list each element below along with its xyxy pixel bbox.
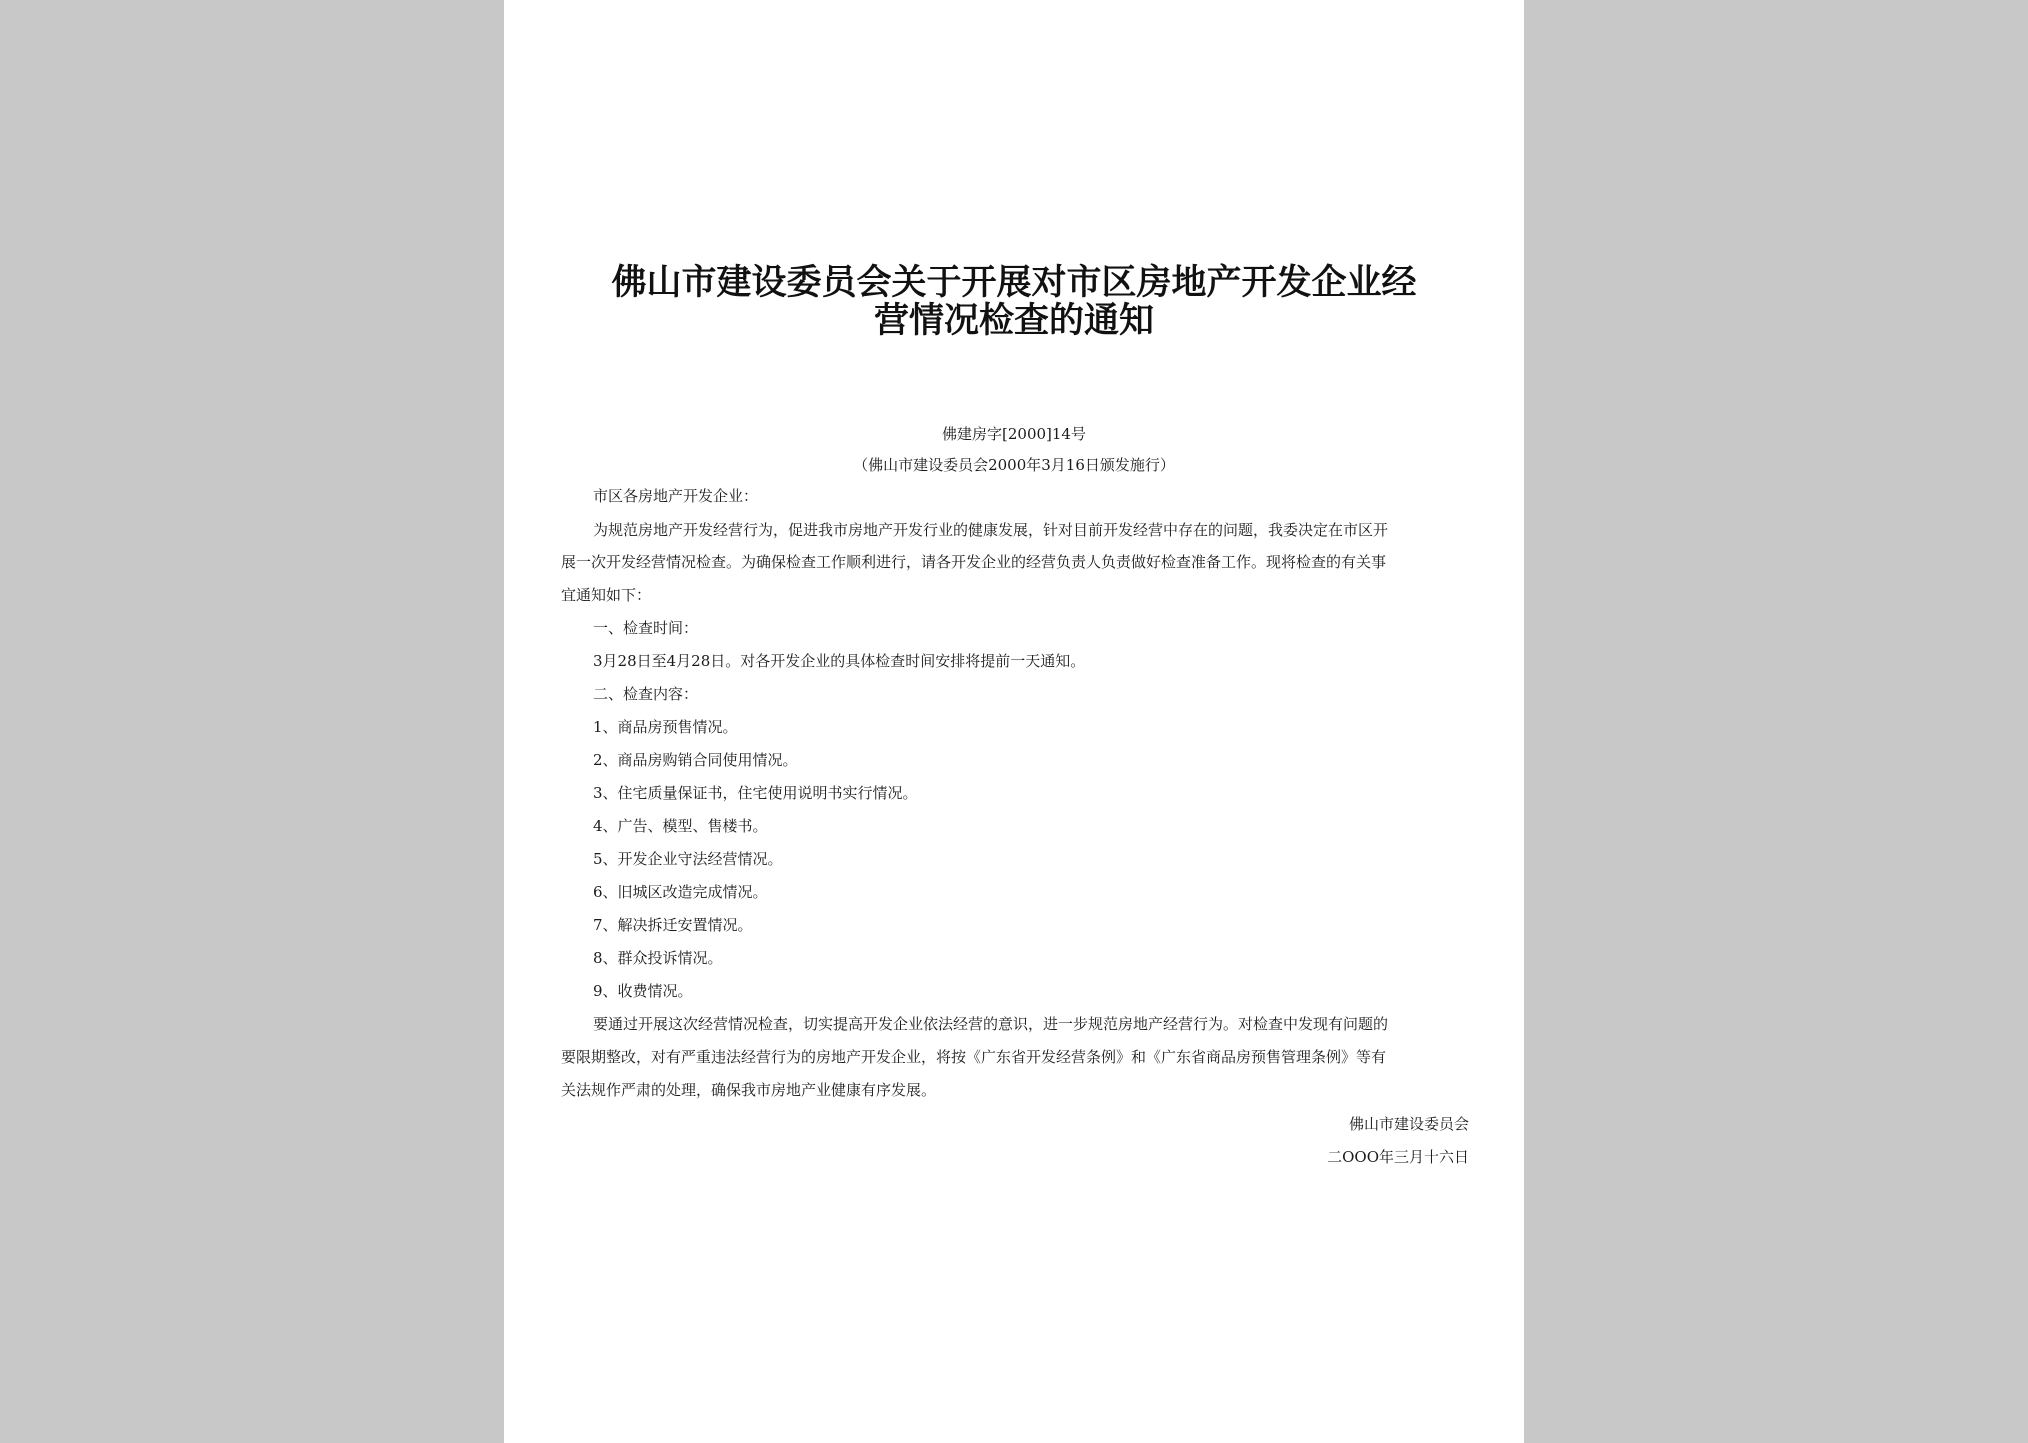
- document-date: 二OOO年三月十六日: [1327, 1148, 1469, 1166]
- document-title-line-1: 佛山市建设委员会关于开展对市区房地产开发企业经: [611, 263, 1417, 303]
- list-item: 2、商品房购销合同使用情况。: [593, 751, 798, 769]
- section-1-heading: 一、检查时间：: [593, 619, 699, 637]
- intro-line-1: 为规范房地产开发经营行为，促进我市房地产开发行业的健康发展，针对目前开发经营中存在的问题，我委决定在市区开: [593, 521, 1389, 539]
- list-item: 3、住宅质量保证书，住宅使用说明书实行情况。: [593, 784, 918, 802]
- closing-line-2: 要限期整改，对有严重违法经营行为的房地产开发企业，将按《广东省开发经营条例》和《广东省商品房预售管理条例》等有: [561, 1048, 1387, 1066]
- closing-line-3: 关法规作严肃的处理，确保我市房地产业健康有序发展。: [561, 1081, 937, 1099]
- list-item: 8、群众投诉情况。: [593, 949, 723, 967]
- intro-line-3: 宜通知如下：: [561, 586, 652, 604]
- list-item: 6、旧城区改造完成情况。: [593, 883, 768, 901]
- intro-line-2: 展一次开发经营情况检查。为确保检查工作顺利进行，请各开发企业的经营负责人负责做好检查准备工作。现将检查的有关事: [561, 553, 1387, 571]
- section-2-heading: 二、检查内容：: [593, 685, 699, 703]
- list-item: 7、解决拆迁安置情况。: [593, 916, 753, 934]
- salutation: 市区各房地产开发企业：: [593, 487, 759, 505]
- list-item: 9、收费情况。: [593, 982, 693, 1000]
- list-item: 1、商品房预售情况。: [593, 718, 738, 736]
- document-title-line-2: 营情况检查的通知: [873, 301, 1154, 341]
- document-number: 佛建房字[2000]14号: [942, 425, 1086, 443]
- list-item: 5、开发企业守法经营情况。: [593, 850, 783, 868]
- document-page: [504, 0, 1524, 1443]
- closing-line-1: 要通过开展这次经营情况检查，切实提高开发企业依法经营的意识，进一步规范房地产经营行为。对检查中发现有问题的: [593, 1015, 1389, 1033]
- list-item: 4、广告、模型、售楼书。: [593, 817, 768, 835]
- signatory: 佛山市建设委员会: [1348, 1115, 1469, 1133]
- issued-note: （佛山市建设委员会2000年3月16日颁发施行）: [853, 456, 1175, 474]
- section-1-text: 3月28日至4月28日。对各开发企业的具体检查时间安排将提前一天通知。: [593, 652, 1086, 670]
